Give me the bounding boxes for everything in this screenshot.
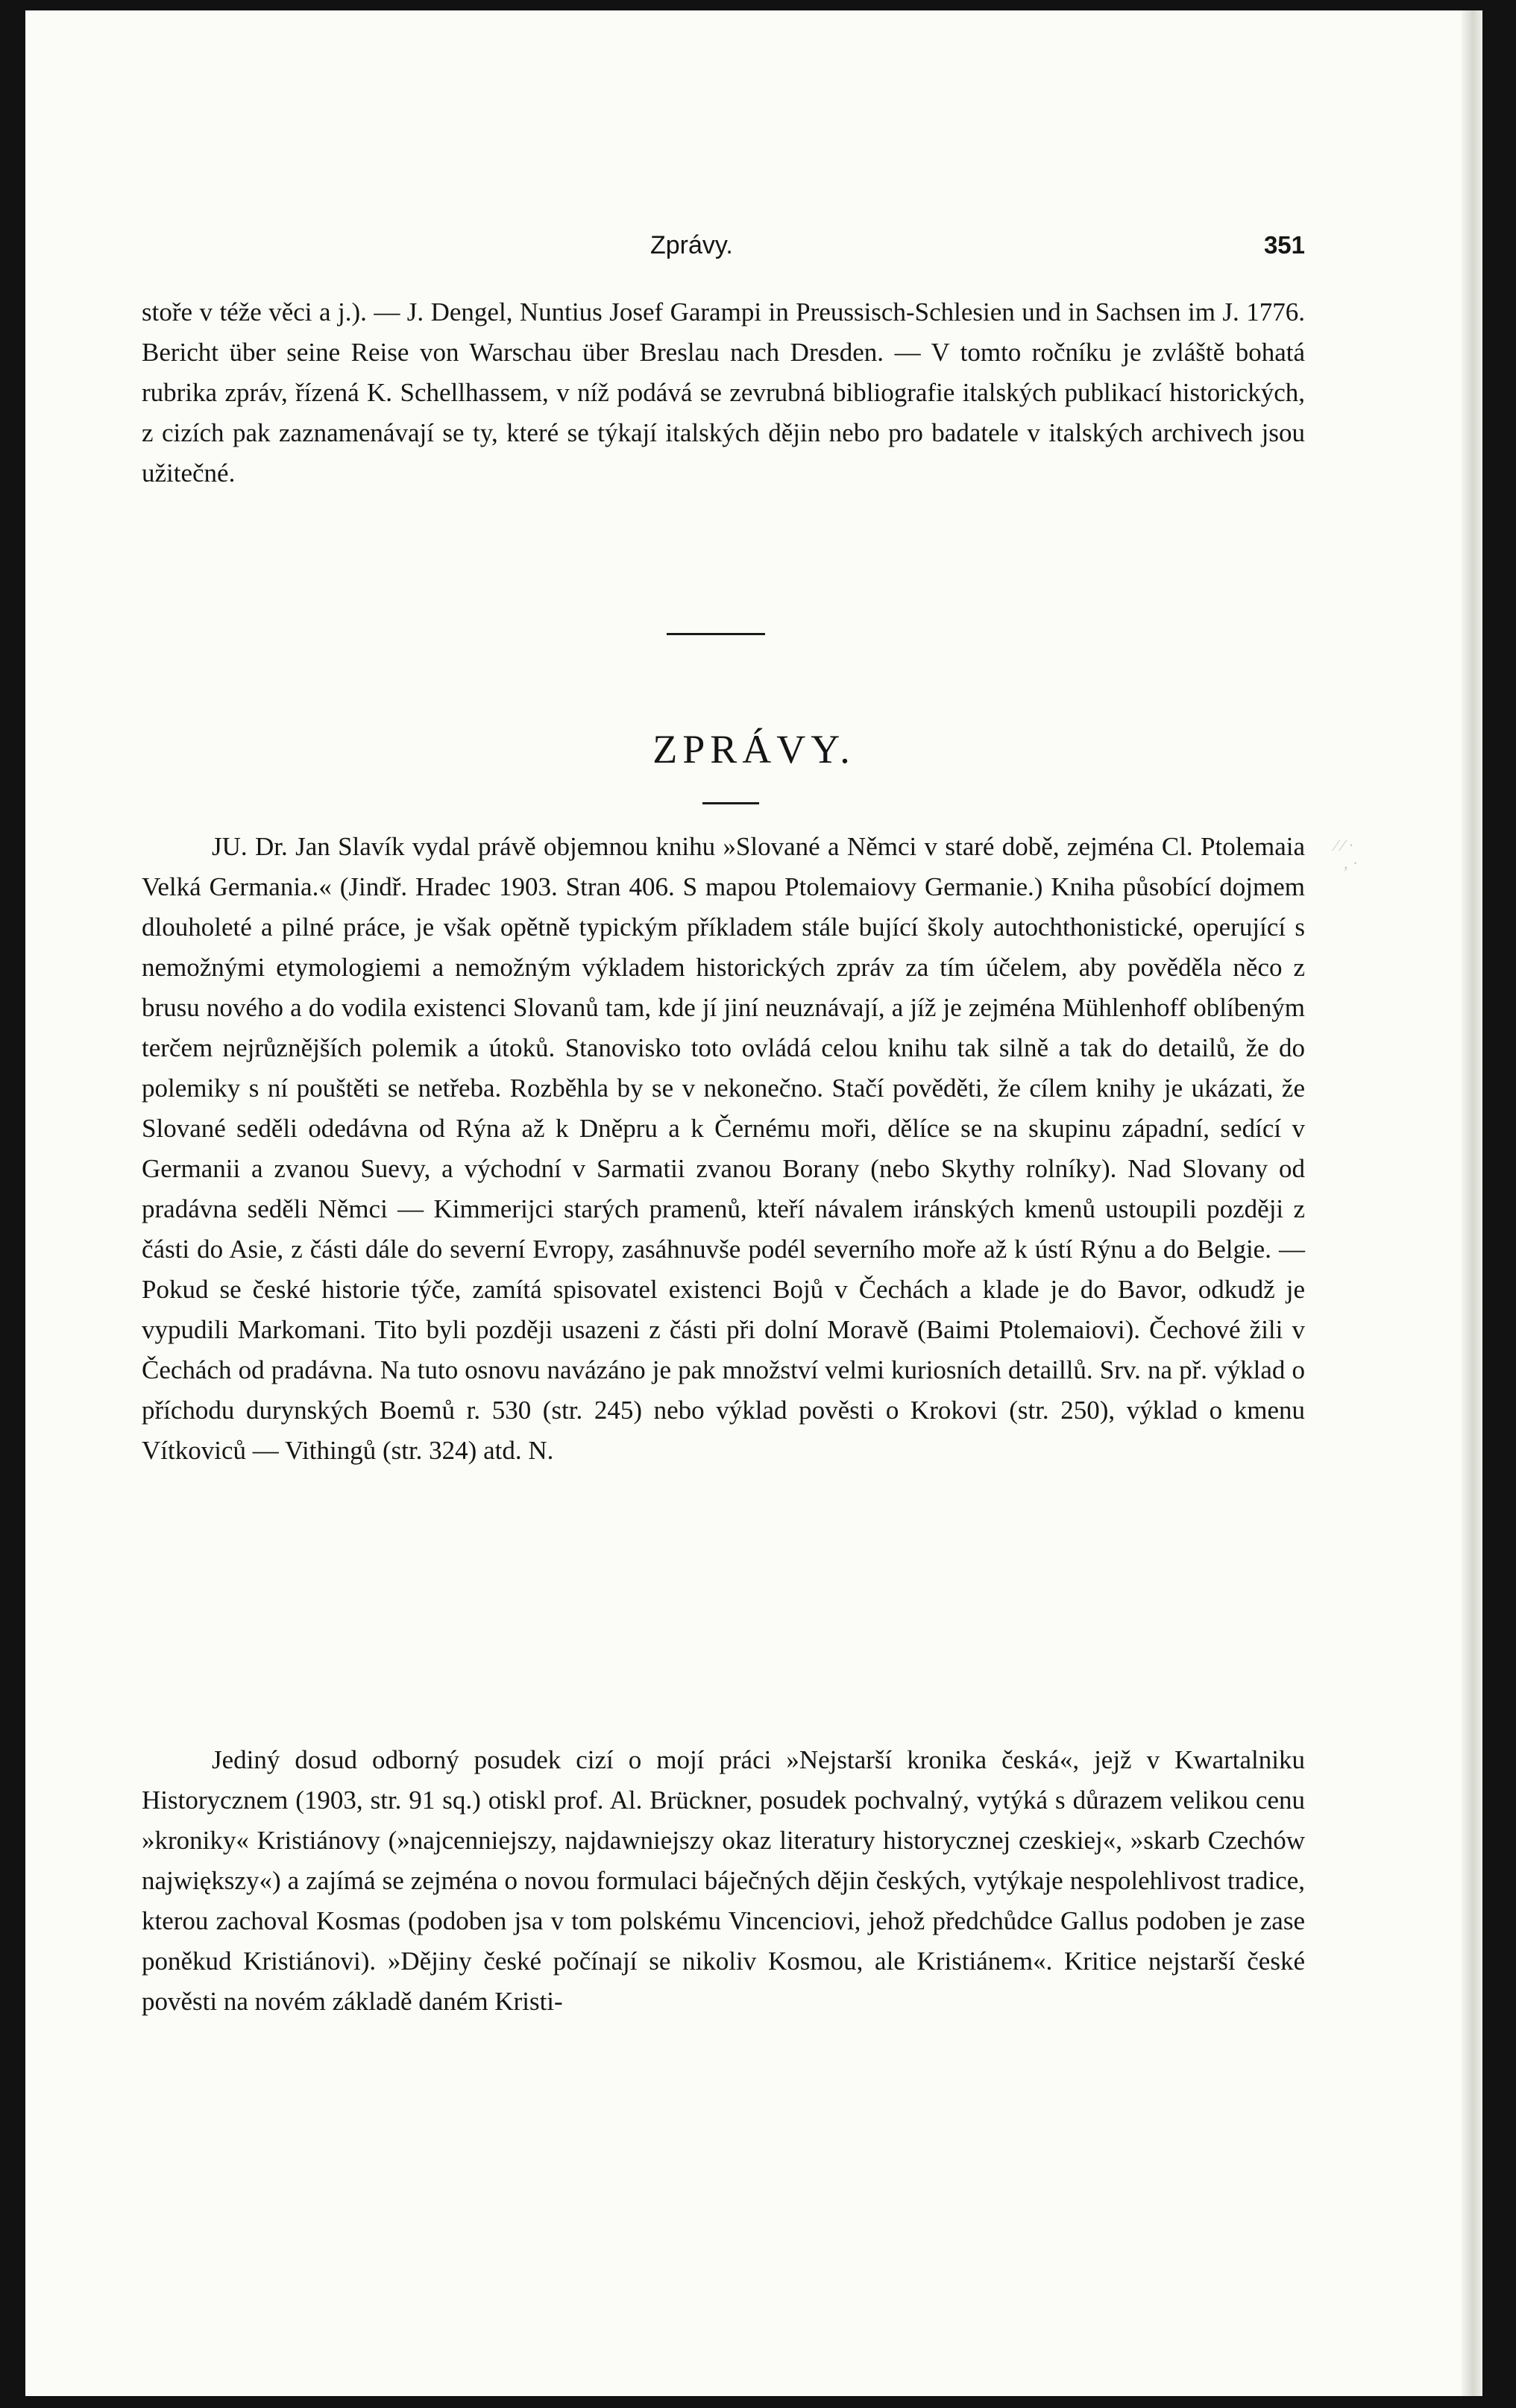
previous-section-paragraph: stoře v téže věci a j.). — J. Dengel, Nuntius Josef Garampi in Preussisch-Schlesien und in Sachsen im J. 1776. Bericht über seine Reise von Warschau über Breslau nach Dresden. — V tomto ročníku je zvláště bohatá rubrika zpráv, řízená K. Schellhassem, v níž podává se zevrubná bibliografie italských publikací historických, z cizích pak zaznamenávají se ty, které se týkají italských dějin nebo pro badatele v italských archivech jsou užitečné. [142, 297, 1305, 488]
book-page [25, 10, 1482, 2396]
margin-marks: ⁄ ⁄ · ‚ · [1335, 836, 1359, 872]
section-divider-long [667, 633, 765, 635]
running-title: Zprávy. [650, 231, 733, 259]
page-number: 351 [1263, 231, 1305, 259]
page-binding-edge [1462, 10, 1482, 2396]
page-header [142, 231, 1305, 268]
report-paragraph-slavik: JU. Dr. Jan Slavík vydal právě objemnou knihu »Slované a Němci v staré době, zejména Cl. Ptolemaia Velká Germania.« (Jindř. Hradec 1903. Stran 406. S mapou Ptolemaiovy Germanie.) Kniha působící dojmem dlouholeté a pilné práce, je však opětně typickým příkladem stále bující školy autochthonistické, operující s nemožnými etymologiemi a nemožným výkladem historických zpráv za tím účelem, aby pověděla něco z brusu nového a do vodila existenci Slovanů tam, kde jí jiní neuznávají, a jíž je zejména Mühlenhoff oblíbeným terčem nejrůznějších polemik a útoků. Stanovisko toto ovládá celou knihu tak silně a tak do detailů, že do polemiky s ní pouštěti se netřeba. Rozběhla by se v nekonečno. Stačí pověděti, že cílem knihy je ukázati, že Slované seděli odedávna od Rýna až k Dněpru a k Černému moři, dělíce se na skupinu západní, sedící v Germanii a zvanou Suevy, a východní v Sarmatii zvanou Borany (nebo Skythy rolníky). Nad Slovany od pradávna seděli Němci — Kimmerijci starých pramenů, kteří návalem iránských kmenů ustoupili později z části do Asie, z části dále do severní Evropy, zasáhnuvše podél severního moře až k ústí Rýnu a do Belgie. — Pokud se české historie týče, zamítá spisovatel existenci Bojů v Čechách a klade je do Bavor, odkudž je vypudili Markomani. Tito byli později usazeni z části při dolní Moravě (Baimi Ptolemaiovi). Čechové žili v Čechách od pradávna. Na tuto osnovu navázáno je pak množství velmi kuriosních detaillů. Srv. na př. výklad o příchodu durynských Boemů r. 530 (str. 245) nebo výklad pověsti o Krokovi (str. 250), výklad o kmenu Vítkoviců — Vithingů (str. 324) atd. N. [142, 832, 1305, 1465]
report-paragraph-chronicle: Jediný dosud odborný posudek cizí o mojí práci »Nejstarší kronika česká«, jejž v Kwartalniku Historycznem (1903, str. 91 sq.) otiskl prof. Al. Brückner, posudek pochvalný, vytýká s důrazem velikou cenu »kroniky« Kristiánovy (»najcenniejszy, najdawniejszy okaz literatury historycznej czeskiej«, »skarb Czechów największy«) a zajímá se zejména o novou formulaci báječných dějin českých, vytýkaje nespolehlivost tradice, kterou zachoval Kosmas (podoben jsa v tom polskému Vincenciovi, jehož předchůdce Gallus podoben je zase poněkud Kristiánovi). »Dějiny české počínají se nikoliv Kosmou, ale Kristiánem«. Kritice nejstarší české pověsti na novém základě daném Kristi- [142, 1745, 1305, 2016]
section-divider-short [702, 802, 759, 804]
section-title: ZPRÁVY. [652, 727, 855, 772]
